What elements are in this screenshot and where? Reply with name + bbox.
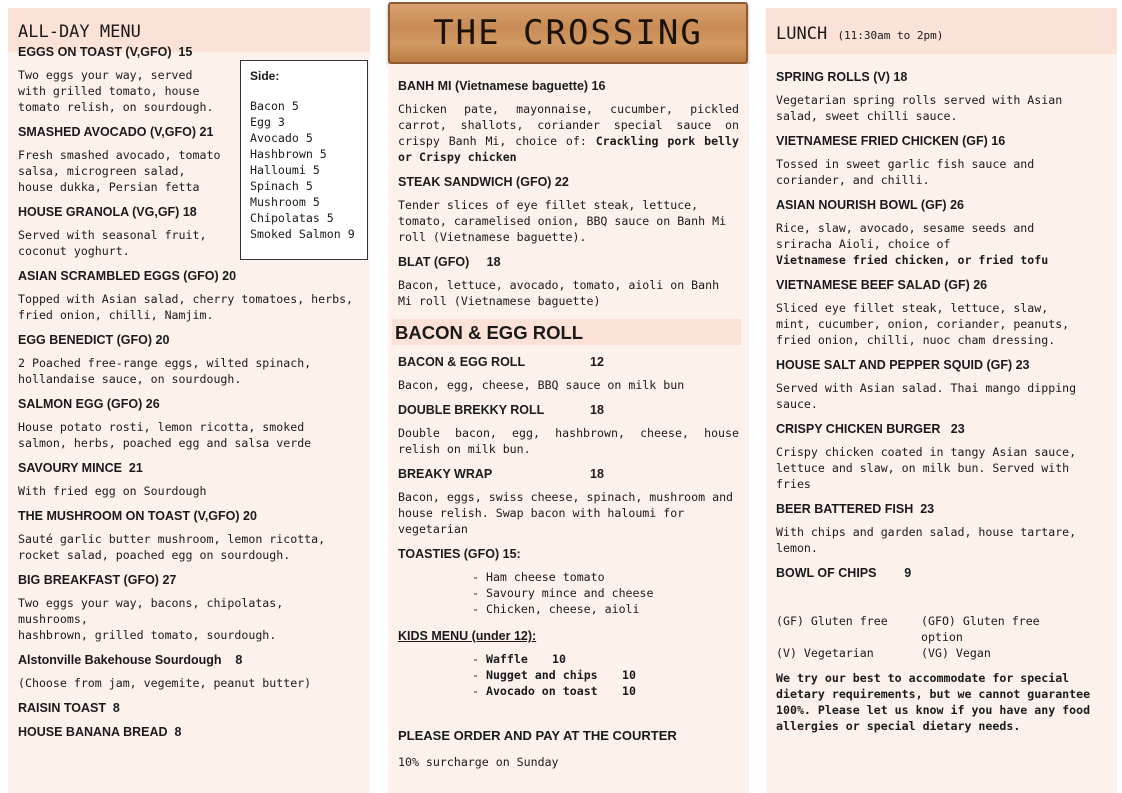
side-item: Egg 3 bbox=[250, 115, 285, 129]
menu-item-description: Rice, slaw, avocado, sesame seeds and sriracha Aioli, choice of Vietnamese fried chicken, or fried tofu bbox=[776, 221, 1049, 267]
menu-item-name: BIG BREAKFAST (GFO) 27 bbox=[18, 573, 177, 587]
kids-menu-heading: KIDS MENU (under 12): bbox=[398, 629, 537, 643]
kids-item: - Nugget and chips 10 bbox=[472, 668, 636, 682]
menu-item-description: Tossed in sweet garlic fish sauce and coriander, and chilli. bbox=[776, 157, 1035, 187]
menu-item-title: DOUBLE BREKKY ROLL bbox=[398, 403, 545, 417]
menu-item-description: Bacon, egg, cheese, BBQ sauce on milk bun bbox=[398, 378, 685, 392]
legend-row bbox=[776, 613, 1107, 645]
sides-box bbox=[240, 60, 368, 260]
menu-item-name: BLAT (GFO) 18 bbox=[398, 255, 501, 269]
kids-item-name: Avocado on toast bbox=[485, 684, 598, 698]
menu-item-description: Served with seasonal fruit, coconut yoghurt. bbox=[18, 228, 207, 258]
menu-item-name: SMASHED AVOCADO (V,GFO) 21 bbox=[18, 125, 214, 139]
side-item: Mushroom 5 bbox=[250, 195, 320, 209]
menu-item-name: SAVOURY MINCE 21 bbox=[18, 461, 143, 475]
lunch-hours: (11:30am to 2pm) bbox=[837, 29, 944, 42]
restaurant-title: THE CROSSING bbox=[388, 2, 748, 64]
menu-item-price: 18 bbox=[590, 467, 604, 481]
menu-item-name: HOUSE BANANA BREAD 8 bbox=[18, 725, 182, 739]
menu-item-description: Bacon, lettuce, avocado, tomato, aioli on Banh Mi roll (Vietnamese baguette) bbox=[398, 278, 720, 308]
side-item: Spinach 5 bbox=[250, 179, 313, 193]
menu-item-name: THE MUSHROOM ON TOAST (V,GFO) 20 bbox=[18, 509, 257, 523]
lunch-header bbox=[766, 8, 1117, 54]
legend-entry: (GF) Gluten free bbox=[776, 614, 888, 628]
menu-item-name: EGGS ON TOAST (V,GFO) 15 bbox=[18, 45, 193, 59]
sides-list bbox=[250, 98, 358, 242]
side-item: Avocado 5 bbox=[250, 131, 313, 145]
menu-item-price: 18 bbox=[590, 403, 604, 417]
sandwich-items bbox=[388, 64, 749, 309]
menu-item-description: Tender slices of eye fillet steak, lettuce, tomato, caramelised onion, BBQ sauce on Banh Mi roll (Vietnamese baguette). bbox=[398, 198, 727, 244]
toasties-heading: TOASTIES (GFO) 15: bbox=[398, 547, 521, 561]
menu-item-description: With fried egg on Sourdough bbox=[18, 484, 207, 498]
toasties-list bbox=[398, 569, 739, 617]
menu-item-description: (Choose from jam, vegemite, peanut butter) bbox=[18, 676, 312, 690]
menu-item-description: Sauté garlic butter mushroom, lemon ricotta, rocket salad, poached egg on sourdough. bbox=[18, 532, 326, 562]
all-day-menu-header: ALL-DAY MENU bbox=[8, 8, 370, 52]
menu-item-description: Served with Asian salad. Thai mango dipping sauce. bbox=[776, 381, 1077, 411]
legend-entry: (V) Vegetarian bbox=[776, 646, 874, 660]
kids-item-price: 10 bbox=[621, 668, 636, 682]
menu-item-title: BREAKY WRAP bbox=[398, 467, 493, 481]
toastie-item: - Ham cheese tomato bbox=[472, 570, 605, 584]
menu-item-description: Bacon, eggs, swiss cheese, spinach, mushroom and house relish. Swap bacon with haloumi for vegetarian bbox=[398, 490, 734, 536]
menu-item-description: With chips and garden salad, house tartare, lemon. bbox=[776, 525, 1077, 555]
kids-item-name: Nugget and chips bbox=[485, 668, 598, 682]
dietary-note: We try our best to accommodate for special dietary requirements, but we cannot guarantee 100%. Please let us know if you have any food allergies or special dietary needs. bbox=[776, 671, 1091, 733]
menu-item-name bbox=[398, 355, 739, 369]
menu-item-name bbox=[398, 467, 739, 481]
menu-item-description: Vegetarian spring rolls served with Asian salad, sweet chilli sauce. bbox=[776, 93, 1063, 123]
lunch-title: LUNCH bbox=[776, 24, 828, 44]
kids-item-price: 10 bbox=[551, 652, 566, 666]
sides-heading: Side: bbox=[250, 69, 280, 83]
kids-item-name: Waffle bbox=[485, 652, 528, 666]
legend-entry: (VG) Vegan bbox=[921, 646, 991, 660]
legend-entry: (GFO) Gluten free option bbox=[921, 614, 1040, 644]
roll-items bbox=[388, 355, 749, 537]
kids-menu-list bbox=[398, 651, 739, 699]
menu-item-name: CRISPY CHICKEN BURGER 23 bbox=[776, 422, 965, 436]
menu-item-name: ASIAN NOURISH BOWL (GF) 26 bbox=[776, 198, 964, 212]
menu-item-description: Double bacon, egg, hashbrown, cheese, house relish on milk bun. bbox=[398, 426, 739, 456]
side-item: Smoked Salmon 9 bbox=[250, 227, 355, 241]
menu-item-name: SPRING ROLLS (V) 18 bbox=[776, 70, 908, 84]
menu-item-description: Sliced eye fillet steak, lettuce, slaw, mint, cucumber, onion, coriander, peanuts, fried onion, chilli, nuoc cham dressing. bbox=[776, 301, 1070, 347]
lunch-menu-column bbox=[766, 8, 1117, 793]
side-item: Hashbrown 5 bbox=[250, 147, 327, 161]
menu-item-name bbox=[398, 403, 739, 417]
kids-item-price: 10 bbox=[621, 684, 636, 698]
kids-item: - Waffle 10 bbox=[472, 652, 566, 666]
menu-item-name: VIETNAMESE FRIED CHICKEN (GF) 16 bbox=[776, 134, 1006, 148]
toastie-item: - Savoury mince and cheese bbox=[472, 586, 654, 600]
menu-item-description: Crispy chicken coated in tangy Asian sauce, lettuce and slaw, on milk bun. Served with fries bbox=[776, 445, 1077, 491]
menu-item-name: BEER BATTERED FISH 23 bbox=[776, 502, 935, 516]
menu-item-name: VIETNAMESE BEEF SALAD (GF) 26 bbox=[776, 278, 988, 292]
menu-item-description: Topped with Asian salad, cherry tomatoes, herbs, fried onion, chilli, Namjim. bbox=[18, 292, 354, 322]
menu-item-name: EGG BENEDICT (GFO) 20 bbox=[18, 333, 170, 347]
menu-item-description: Chicken pate, mayonnaise, cucumber, pickled carrot, shallots, coriander special sauce on crispy Banh Mi, choice of: Crackling pork belly or Crispy chicken bbox=[398, 102, 739, 164]
menu-item-description: House potato rosti, lemon ricotta, smoked salmon, herbs, poached egg and salsa verde bbox=[18, 420, 312, 450]
menu-item-name: HOUSE SALT AND PEPPER SQUID (GF) 23 bbox=[776, 358, 1030, 372]
order-note: PLEASE ORDER AND PAY AT THE COURTER bbox=[398, 728, 677, 743]
menu-item-name: Alstonville Bakehouse Sourdough 8 bbox=[18, 653, 243, 667]
kids-item: - Avocado on toast 10 bbox=[472, 684, 636, 698]
legend-row bbox=[776, 645, 1107, 661]
surcharge-note: 10% surcharge on Sunday bbox=[398, 755, 559, 769]
menu-item-name: STEAK SANDWICH (GFO) 22 bbox=[398, 175, 569, 189]
dietary-legend bbox=[776, 613, 1107, 661]
menu-item-price: 12 bbox=[590, 355, 604, 369]
side-item: Bacon 5 bbox=[250, 99, 299, 113]
menu-item-name: HOUSE GRANOLA (VG,GF) 18 bbox=[18, 205, 197, 219]
menu-item-title: BACON & EGG ROLL bbox=[398, 355, 526, 369]
menu-item-name: ASIAN SCRAMBLED EGGS (GFO) 20 bbox=[18, 269, 237, 283]
menu-item-name: RAISIN TOAST 8 bbox=[18, 701, 120, 715]
side-item: Halloumi 5 bbox=[250, 163, 320, 177]
menu-item-description: Two eggs your way, served with grilled tomato, house tomato relish, on sourdough. bbox=[18, 68, 214, 114]
menu-item-name: BOWL OF CHIPS 9 bbox=[776, 566, 912, 580]
menu-item-description: 2 Poached free-range eggs, wilted spinach, hollandaise sauce, on sourdough. bbox=[18, 356, 312, 386]
menu-item-name: SALMON EGG (GFO) 26 bbox=[18, 397, 160, 411]
toastie-item: - Chicken, cheese, aioli bbox=[472, 602, 640, 616]
menu-item-description: Two eggs your way, bacons, chipolatas, mushrooms, hashbrown, grilled tomato, sourdough. bbox=[18, 596, 284, 642]
menu-item-name: BANH MI (Vietnamese baguette) 16 bbox=[398, 79, 606, 93]
menu-item-description: Fresh smashed avocado, tomato salsa, microgreen salad, house dukka, Persian fetta bbox=[18, 148, 221, 194]
bacon-egg-roll-section-title: BACON & EGG ROLL bbox=[392, 319, 741, 345]
lunch-items bbox=[766, 70, 1117, 580]
side-item: Chipolatas 5 bbox=[250, 211, 334, 225]
middle-menu-column bbox=[388, 64, 749, 793]
